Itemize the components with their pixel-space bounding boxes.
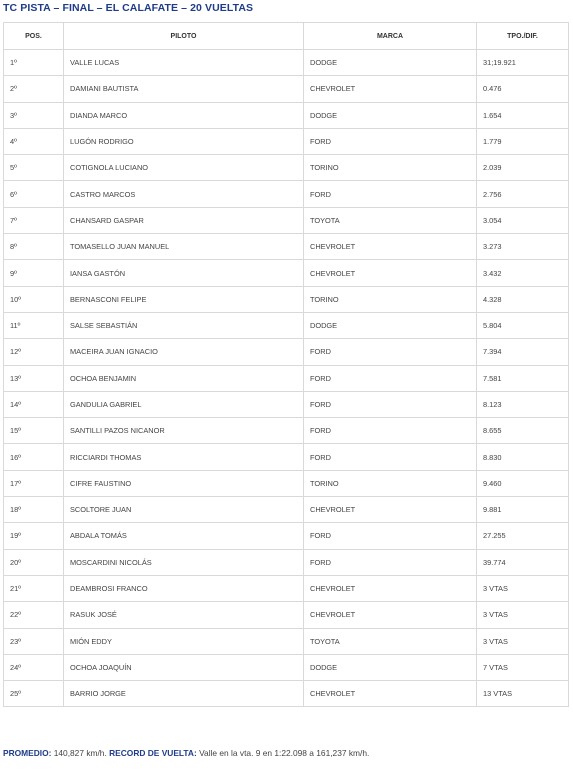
- cell-pos: 14º: [4, 391, 64, 417]
- table-row: [4, 76, 569, 102]
- cell-tpo: 3.054: [477, 207, 569, 233]
- cell-piloto: SCOLTORE JUAN: [64, 497, 304, 523]
- cell-marca: CHEVROLET: [304, 602, 477, 628]
- table-row: [4, 681, 569, 707]
- cell-pos: 11º: [4, 312, 64, 338]
- cell-pos: 5º: [4, 155, 64, 181]
- cell-tpo: 2.756: [477, 181, 569, 207]
- cell-piloto: MIÓN EDDY: [64, 628, 304, 654]
- cell-pos: 2º: [4, 76, 64, 102]
- cell-piloto: DAMIANI BAUTISTA: [64, 76, 304, 102]
- cell-pos: 19º: [4, 523, 64, 549]
- cell-marca: CHEVROLET: [304, 76, 477, 102]
- cell-tpo: 3 VTAS: [477, 602, 569, 628]
- cell-tpo: 7 VTAS: [477, 654, 569, 680]
- cell-tpo: 1.654: [477, 102, 569, 128]
- page-title: TC PISTA – FINAL – EL CALAFATE – 20 VUELTAS: [3, 2, 254, 14]
- table-row: [4, 155, 569, 181]
- table-row: [4, 418, 569, 444]
- cell-tpo: 7.394: [477, 339, 569, 365]
- cell-marca: CHEVROLET: [304, 681, 477, 707]
- cell-piloto: ABDALA TOMÁS: [64, 523, 304, 549]
- cell-marca: TORINO: [304, 155, 477, 181]
- cell-piloto: MOSCARDINI NICOLÁS: [64, 549, 304, 575]
- cell-tpo: 9.460: [477, 470, 569, 496]
- table-header-row: [4, 23, 569, 50]
- cell-pos: 6º: [4, 181, 64, 207]
- cell-tpo: 13 VTAS: [477, 681, 569, 707]
- cell-marca: CHEVROLET: [304, 497, 477, 523]
- cell-marca: TOYOTA: [304, 207, 477, 233]
- header-pos: POS.: [4, 23, 64, 50]
- promedio-value: 140,827 km/h.: [51, 748, 110, 758]
- results-table: [3, 22, 569, 707]
- cell-piloto: SALSE SEBASTIÁN: [64, 312, 304, 338]
- cell-tpo: 27.255: [477, 523, 569, 549]
- results-body: [4, 50, 569, 707]
- cell-pos: 4º: [4, 128, 64, 154]
- cell-pos: 9º: [4, 260, 64, 286]
- table-row: [4, 497, 569, 523]
- header-tpo: TPO./DIF.: [477, 23, 569, 50]
- cell-piloto: VALLE LUCAS: [64, 50, 304, 76]
- cell-marca: FORD: [304, 365, 477, 391]
- cell-marca: FORD: [304, 549, 477, 575]
- cell-marca: FORD: [304, 339, 477, 365]
- cell-pos: 1º: [4, 50, 64, 76]
- cell-tpo: 7.581: [477, 365, 569, 391]
- cell-piloto: BERNASCONI FELIPE: [64, 286, 304, 312]
- table-row: [4, 470, 569, 496]
- cell-piloto: BARRIO JORGE: [64, 681, 304, 707]
- cell-piloto: CASTRO MARCOS: [64, 181, 304, 207]
- cell-pos: 23º: [4, 628, 64, 654]
- promedio-label: PROMEDIO:: [3, 748, 52, 758]
- cell-piloto: MACEIRA JUAN IGNACIO: [64, 339, 304, 365]
- table-row: [4, 286, 569, 312]
- cell-tpo: 4.328: [477, 286, 569, 312]
- cell-pos: 10º: [4, 286, 64, 312]
- cell-marca: FORD: [304, 181, 477, 207]
- table-row: [4, 654, 569, 680]
- header-piloto: PILOTO: [64, 23, 304, 50]
- table-row: [4, 444, 569, 470]
- cell-marca: DODGE: [304, 102, 477, 128]
- table-row: [4, 365, 569, 391]
- cell-pos: 15º: [4, 418, 64, 444]
- cell-tpo: 3.432: [477, 260, 569, 286]
- cell-tpo: 3 VTAS: [477, 575, 569, 601]
- cell-piloto: OCHOA JOAQUÍN: [64, 654, 304, 680]
- cell-tpo: 0.476: [477, 76, 569, 102]
- cell-piloto: CHANSARD GASPAR: [64, 207, 304, 233]
- table-row: [4, 312, 569, 338]
- cell-piloto: DEAMBROSI FRANCO: [64, 575, 304, 601]
- record-value: Valle en la vta. 9 en 1:22.098 a 161,237 km/h.: [196, 748, 370, 758]
- cell-tpo: 8.830: [477, 444, 569, 470]
- cell-pos: 22º: [4, 602, 64, 628]
- cell-pos: 16º: [4, 444, 64, 470]
- cell-marca: DODGE: [304, 312, 477, 338]
- cell-marca: CHEVROLET: [304, 260, 477, 286]
- cell-piloto: COTIGNOLA LUCIANO: [64, 155, 304, 181]
- cell-pos: 12º: [4, 339, 64, 365]
- cell-tpo: 3 VTAS: [477, 628, 569, 654]
- cell-pos: 21º: [4, 575, 64, 601]
- cell-piloto: TOMASELLO JUAN MANUEL: [64, 234, 304, 260]
- cell-tpo: 8.655: [477, 418, 569, 444]
- table-row: [4, 181, 569, 207]
- table-row: [4, 602, 569, 628]
- cell-tpo: 8.123: [477, 391, 569, 417]
- cell-piloto: SANTILLI PAZOS NICANOR: [64, 418, 304, 444]
- race-summary: [3, 748, 369, 758]
- cell-tpo: 2.039: [477, 155, 569, 181]
- cell-pos: 25º: [4, 681, 64, 707]
- cell-marca: FORD: [304, 128, 477, 154]
- cell-tpo: 1.779: [477, 128, 569, 154]
- cell-marca: FORD: [304, 391, 477, 417]
- cell-pos: 24º: [4, 654, 64, 680]
- cell-piloto: LUGÓN RODRIGO: [64, 128, 304, 154]
- cell-tpo: 3.273: [477, 234, 569, 260]
- cell-marca: DODGE: [304, 50, 477, 76]
- cell-piloto: GANDULIA GABRIEL: [64, 391, 304, 417]
- table-row: [4, 523, 569, 549]
- table-row: [4, 628, 569, 654]
- cell-pos: 7º: [4, 207, 64, 233]
- record-label: RECORD DE VUELTA:: [109, 748, 197, 758]
- cell-pos: 13º: [4, 365, 64, 391]
- cell-marca: CHEVROLET: [304, 234, 477, 260]
- table-row: [4, 575, 569, 601]
- table-row: [4, 102, 569, 128]
- cell-piloto: IANSA GASTÓN: [64, 260, 304, 286]
- cell-marca: FORD: [304, 418, 477, 444]
- cell-pos: 20º: [4, 549, 64, 575]
- table-row: [4, 391, 569, 417]
- cell-piloto: DIANDA MARCO: [64, 102, 304, 128]
- cell-marca: TOYOTA: [304, 628, 477, 654]
- table-row: [4, 260, 569, 286]
- cell-pos: 8º: [4, 234, 64, 260]
- cell-marca: CHEVROLET: [304, 575, 477, 601]
- table-row: [4, 207, 569, 233]
- cell-piloto: CIFRE FAUSTINO: [64, 470, 304, 496]
- table-row: [4, 50, 569, 76]
- cell-pos: 18º: [4, 497, 64, 523]
- table-row: [4, 549, 569, 575]
- table-row: [4, 234, 569, 260]
- cell-tpo: 9.881: [477, 497, 569, 523]
- cell-pos: 17º: [4, 470, 64, 496]
- cell-tpo: 39.774: [477, 549, 569, 575]
- cell-marca: TORINO: [304, 470, 477, 496]
- cell-marca: FORD: [304, 523, 477, 549]
- cell-marca: DODGE: [304, 654, 477, 680]
- cell-marca: TORINO: [304, 286, 477, 312]
- cell-marca: FORD: [304, 444, 477, 470]
- cell-piloto: RICCIARDI THOMAS: [64, 444, 304, 470]
- table-row: [4, 339, 569, 365]
- cell-tpo: 5.804: [477, 312, 569, 338]
- cell-pos: 3º: [4, 102, 64, 128]
- table-row: [4, 128, 569, 154]
- cell-tpo: 31;19.921: [477, 50, 569, 76]
- cell-piloto: RASUK JOSÉ: [64, 602, 304, 628]
- cell-piloto: OCHOA BENJAMIN: [64, 365, 304, 391]
- header-marca: MARCA: [304, 23, 477, 50]
